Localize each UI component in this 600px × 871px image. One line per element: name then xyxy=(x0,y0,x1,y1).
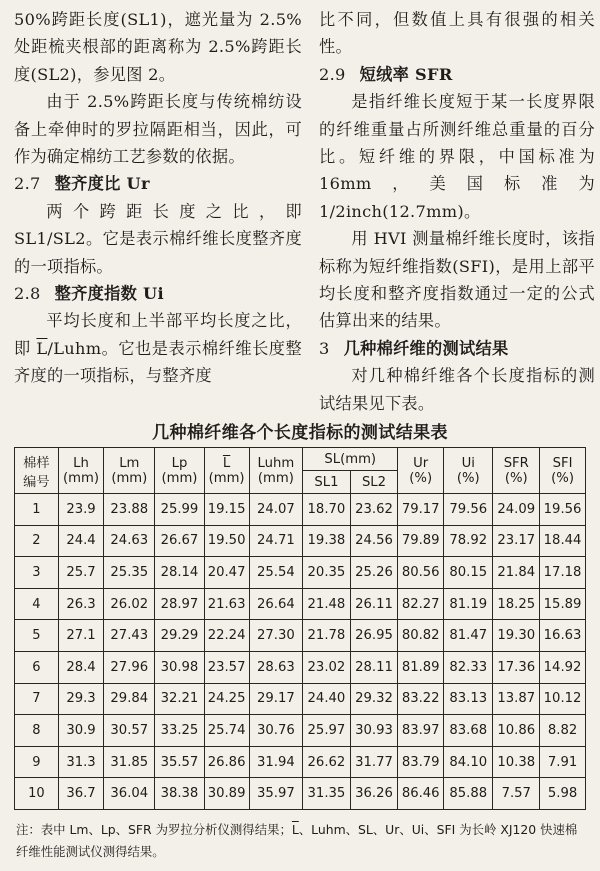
table-note xyxy=(16,819,586,863)
cell-ui: 81.19 xyxy=(444,588,493,620)
table-body xyxy=(15,494,586,810)
mean-length-symbol: $\overline{L}$ xyxy=(36,338,48,358)
cell-lp: 25.99 xyxy=(155,494,204,526)
paragraph-ui xyxy=(14,307,302,389)
section-title: 整齐度比 Ur xyxy=(54,174,150,194)
section-heading-2-9 xyxy=(319,61,595,88)
cell-luhm: 35.97 xyxy=(249,778,303,810)
table-title: 几种棉纤维各个长度指标的测试结果表 xyxy=(152,423,448,443)
table-row xyxy=(15,683,586,715)
cell-ur: 83.97 xyxy=(398,715,444,747)
paragraph-ur: 两个跨距长度之比，即 SL1/SL2。它是表示棉纤维长度整齐度的一项指标。 xyxy=(14,201,302,276)
cell-lh: 23.9 xyxy=(58,494,104,526)
header-sfi: SFI (%) xyxy=(540,448,586,494)
cell-sl2: 29.32 xyxy=(350,683,398,715)
section-title: 整齐度指数 Ui xyxy=(54,284,164,304)
cell-sfi: 17.18 xyxy=(540,557,586,589)
cell-sfi: 10.12 xyxy=(540,683,586,715)
header-sfr: SFR (%) xyxy=(493,448,540,494)
cell-lh: 25.7 xyxy=(58,557,104,589)
header-luhm: Luhm (mm) xyxy=(249,448,303,494)
cell-sfi: 15.89 xyxy=(540,588,586,620)
cell-sl1: 25.97 xyxy=(303,715,351,747)
header-lh: Lh (mm) xyxy=(58,448,104,494)
cell-lm: 24.63 xyxy=(104,525,155,557)
cell-lbar: 26.86 xyxy=(204,746,249,778)
cell-sfi: 19.56 xyxy=(540,494,586,526)
cell-luhm: 30.76 xyxy=(249,715,303,747)
cell-lp: 28.14 xyxy=(155,557,204,589)
cell-sl2: 28.11 xyxy=(350,651,398,683)
cell-ur: 80.56 xyxy=(398,557,444,589)
cell-ur: 86.46 xyxy=(398,778,444,810)
cell-ui: 85.88 xyxy=(444,778,493,810)
cell-luhm: 24.07 xyxy=(249,494,303,526)
table-row xyxy=(15,778,586,810)
cell-sample: 10 xyxy=(15,778,59,810)
cell-lh: 24.4 xyxy=(58,525,104,557)
header-ur: Ur (%) xyxy=(398,448,444,494)
cell-sample: 5 xyxy=(15,620,59,652)
cell-lh: 28.4 xyxy=(58,651,104,683)
section-heading-3 xyxy=(319,335,595,362)
table-row xyxy=(15,715,586,747)
table-row xyxy=(15,588,586,620)
cell-luhm: 25.54 xyxy=(249,557,303,589)
header-lbar: $\overline{L}$ (mm) xyxy=(204,448,249,494)
cell-sl1: 26.62 xyxy=(303,746,351,778)
section-title: 短绒率 SFR xyxy=(359,64,453,84)
text-columns xyxy=(14,6,594,416)
cell-sfi: 16.63 xyxy=(540,620,586,652)
cell-luhm: 24.71 xyxy=(249,525,303,557)
cell-sfr: 23.17 xyxy=(493,525,540,557)
cell-lm: 23.88 xyxy=(104,494,155,526)
cell-luhm: 27.30 xyxy=(249,620,303,652)
table-note-text-a: 注：表中 Lm、Lp、SFR 为罗拉分析仪测得结果； xyxy=(16,822,292,837)
paragraph-ui-text-b: /Luhm。它也是表示棉纤维长度整齐度的一项指标，与整齐度 xyxy=(14,338,302,386)
paragraph-results-intro: 对几种棉纤维各个长度指标的测试结果见下表。 xyxy=(319,366,595,413)
cell-lm: 30.57 xyxy=(104,715,155,747)
cell-lbar: 22.24 xyxy=(204,620,249,652)
cell-sfi: 5.98 xyxy=(540,778,586,810)
cell-ur: 80.82 xyxy=(398,620,444,652)
section-number: 3 xyxy=(319,338,330,358)
cell-luhm: 26.64 xyxy=(249,588,303,620)
cell-sl2: 23.62 xyxy=(350,494,398,526)
cell-sfr: 24.09 xyxy=(493,494,540,526)
right-column xyxy=(319,6,595,417)
cell-sample: 2 xyxy=(15,525,59,557)
cell-sl1: 21.48 xyxy=(303,588,351,620)
cell-sample: 8 xyxy=(15,715,59,747)
cell-sample: 3 xyxy=(15,557,59,589)
cell-sl2: 25.26 xyxy=(350,557,398,589)
cell-lm: 25.35 xyxy=(104,557,155,589)
paragraph-ui-text-a: 平均长度和上半部平均长度之比，即 xyxy=(14,311,302,358)
cell-lp: 29.29 xyxy=(155,620,204,652)
cell-sfi: 18.44 xyxy=(540,525,586,557)
left-column xyxy=(14,6,302,390)
cell-sl1: 19.38 xyxy=(303,525,351,557)
cell-lbar: 21.63 xyxy=(204,588,249,620)
cell-sfi: 14.92 xyxy=(540,651,586,683)
cell-sl2: 26.11 xyxy=(350,588,398,620)
section-heading-2-8 xyxy=(14,280,302,307)
cell-sample: 1 xyxy=(15,494,59,526)
section-number: 2.9 xyxy=(319,64,346,84)
header-ui: Ui (%) xyxy=(444,448,493,494)
cell-sl1: 31.35 xyxy=(303,778,351,810)
header-lp: Lp (mm) xyxy=(155,448,204,494)
paragraph-sl-definition: 50%跨距长度(SL1)，遮光量为 2.5%处距梳夹根部的距离称为 2.5%跨距长度(SL2)，参见图 2。 xyxy=(14,10,302,84)
cell-sample: 7 xyxy=(15,683,59,715)
cell-ui: 79.56 xyxy=(444,494,493,526)
cell-lp: 26.67 xyxy=(155,525,204,557)
cell-lp: 35.57 xyxy=(155,746,204,778)
cell-ui: 83.13 xyxy=(444,683,493,715)
cell-sl2: 24.56 xyxy=(350,525,398,557)
cell-sample: 4 xyxy=(15,588,59,620)
cell-lp: 33.25 xyxy=(155,715,204,747)
cell-lbar: 19.50 xyxy=(204,525,249,557)
cell-sfr: 10.38 xyxy=(493,746,540,778)
cell-ui: 82.33 xyxy=(444,651,493,683)
cell-lp: 30.98 xyxy=(155,651,204,683)
cell-lm: 27.43 xyxy=(104,620,155,652)
table-note-text-b: 、Luhm、SL、Ur、Ui、SFI 为长岭 XJ120 快速棉纤维性能测试仪测得结果。 xyxy=(16,822,578,859)
cell-luhm: 29.17 xyxy=(249,683,303,715)
cell-sfr: 19.30 xyxy=(493,620,540,652)
cell-lh: 36.7 xyxy=(58,778,104,810)
cell-lm: 31.85 xyxy=(104,746,155,778)
cell-ur: 83.79 xyxy=(398,746,444,778)
cell-sample: 9 xyxy=(15,746,59,778)
cell-sl1: 24.40 xyxy=(303,683,351,715)
table-row xyxy=(15,494,586,526)
cell-sl2: 36.26 xyxy=(350,778,398,810)
cell-sfr: 10.86 xyxy=(493,715,540,747)
header-lm: Lm (mm) xyxy=(104,448,155,494)
cell-ui: 83.68 xyxy=(444,715,493,747)
cell-lh: 29.3 xyxy=(58,683,104,715)
cell-sl1: 18.70 xyxy=(303,494,351,526)
cell-lp: 32.21 xyxy=(155,683,204,715)
table-header-row xyxy=(15,448,586,471)
cell-lh: 31.3 xyxy=(58,746,104,778)
table-row xyxy=(15,557,586,589)
section-heading-2-7 xyxy=(14,170,302,197)
note-mean-length-symbol: $\overline{L}$ xyxy=(291,822,299,837)
cell-lbar: 23.57 xyxy=(204,651,249,683)
cell-ur: 79.17 xyxy=(398,494,444,526)
cell-sfr: 18.25 xyxy=(493,588,540,620)
header-sl: SL(mm) xyxy=(303,448,398,471)
cell-sfi: 8.82 xyxy=(540,715,586,747)
cell-sfi: 7.91 xyxy=(540,746,586,778)
cell-lbar: 24.25 xyxy=(204,683,249,715)
cell-lh: 30.9 xyxy=(58,715,104,747)
cell-ur: 82.27 xyxy=(398,588,444,620)
cell-sl1: 21.78 xyxy=(303,620,351,652)
cell-lp: 38.38 xyxy=(155,778,204,810)
cell-lh: 27.1 xyxy=(58,620,104,652)
cell-lh: 26.3 xyxy=(58,588,104,620)
cell-sl2: 31.77 xyxy=(350,746,398,778)
cell-sfr: 13.87 xyxy=(493,683,540,715)
cell-sfr: 17.36 xyxy=(493,651,540,683)
cell-sample: 6 xyxy=(15,651,59,683)
table-row xyxy=(15,620,586,652)
cell-lbar: 20.47 xyxy=(204,557,249,589)
cell-lm: 29.84 xyxy=(104,683,155,715)
paragraph-sfi: 用 HVI 测量棉纤维长度时，该指标称为短纤维指数(SFI)，是用上部平均长度和整齐度指数通过一定的公式估算出来的结果。 xyxy=(319,229,595,331)
cell-ui: 78.92 xyxy=(444,525,493,557)
cell-lp: 28.97 xyxy=(155,588,204,620)
header-sample: 棉样 编号 xyxy=(15,448,59,494)
paragraph-sfr: 是指纤维长度短于某一长度界限的纤维重量占所测纤维总重量的百分比。短纤维的界限，中国标准为 16mm，美国标准为 1/2inch(12.7mm)。 xyxy=(319,92,595,221)
header-sl1: SL1 xyxy=(303,471,351,494)
cell-lm: 27.96 xyxy=(104,651,155,683)
table-row xyxy=(15,525,586,557)
cell-ui: 81.47 xyxy=(444,620,493,652)
section-number: 2.8 xyxy=(14,284,41,304)
results-table xyxy=(14,447,586,810)
section-number: 2.7 xyxy=(14,174,41,194)
cell-sfr: 7.57 xyxy=(493,778,540,810)
cell-sfr: 21.84 xyxy=(493,557,540,589)
cell-ur: 83.22 xyxy=(398,683,444,715)
cell-sl2: 26.95 xyxy=(350,620,398,652)
cell-sl1: 20.35 xyxy=(303,557,351,589)
cell-lbar: 19.15 xyxy=(204,494,249,526)
paragraph-correlation: 比不同，但数值上具有很强的相关性。 xyxy=(319,10,595,57)
cell-lm: 26.02 xyxy=(104,588,155,620)
cell-lm: 36.04 xyxy=(104,778,155,810)
section-title: 几种棉纤维的测试结果 xyxy=(343,338,509,358)
cell-luhm: 31.94 xyxy=(249,746,303,778)
table-row xyxy=(15,746,586,778)
cell-ur: 81.89 xyxy=(398,651,444,683)
cell-ui: 84.10 xyxy=(444,746,493,778)
table-row xyxy=(15,651,586,683)
cell-lbar: 30.89 xyxy=(204,778,249,810)
paragraph-roller-gauge: 由于 2.5%跨距长度与传统棉纺设备上牵伸时的罗拉隔距相当，因此，可作为确定棉纺工艺参数的依据。 xyxy=(14,92,302,167)
cell-luhm: 28.63 xyxy=(249,651,303,683)
cell-ur: 79.89 xyxy=(398,525,444,557)
cell-sl1: 23.02 xyxy=(303,651,351,683)
cell-sl2: 30.93 xyxy=(350,715,398,747)
cell-lbar: 25.74 xyxy=(204,715,249,747)
cell-ui: 80.15 xyxy=(444,557,493,589)
header-sl2: SL2 xyxy=(350,471,398,494)
